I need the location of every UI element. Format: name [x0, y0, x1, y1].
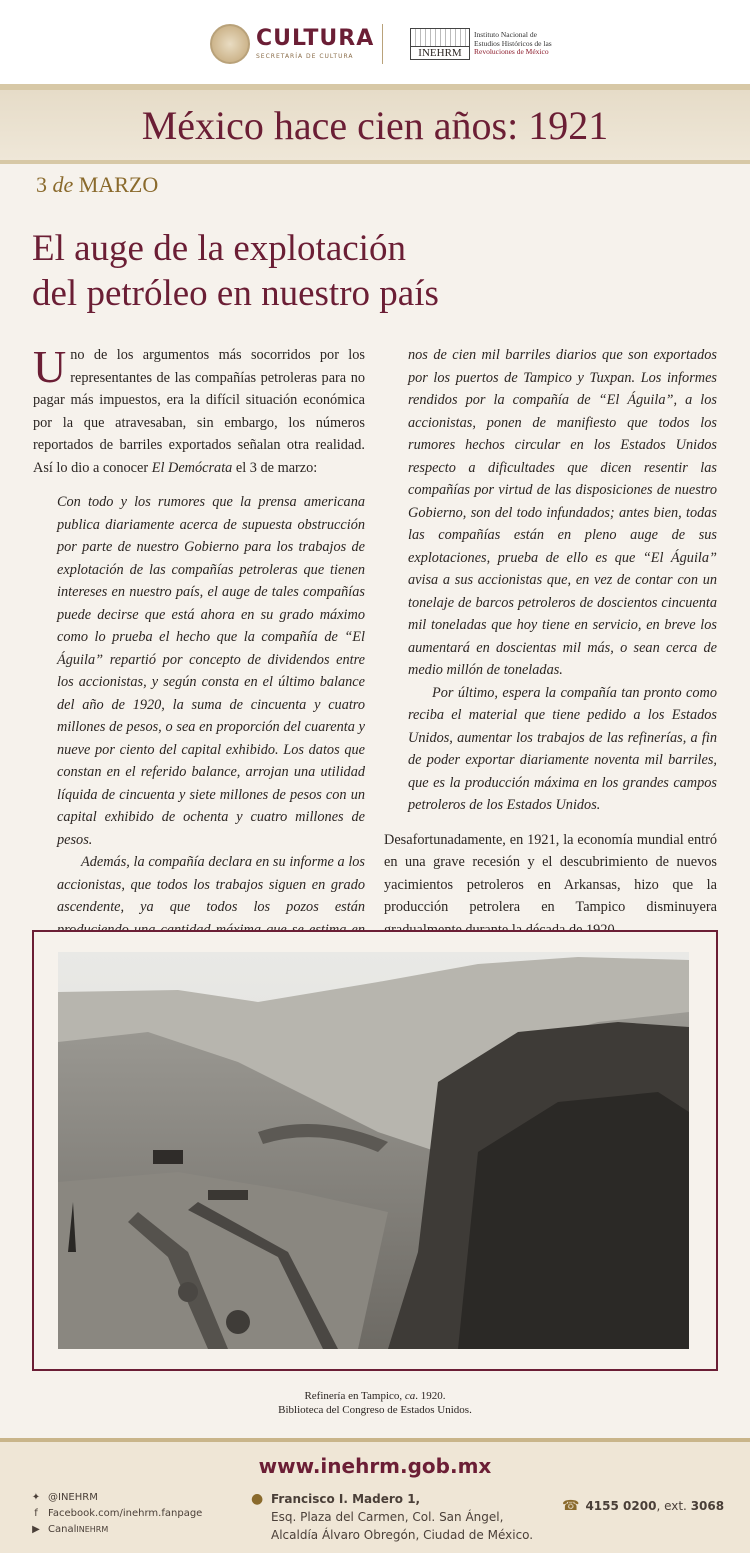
youtube-label-b: INEHRM	[76, 1525, 109, 1534]
cultura-wordmark: CULTURA	[256, 26, 375, 51]
address-line-3: Alcaldía Álvaro Obregón, Ciudad de México.	[271, 1528, 534, 1542]
seal-icon	[210, 24, 250, 64]
caption-ca: ca	[404, 1390, 416, 1402]
inehrm-line-2: Estudios Históricos de las	[474, 38, 552, 48]
address-line-2: Esq. Plaza del Carmen, Col. San Ángel,	[271, 1510, 504, 1524]
inehrm-line-1: Instituto Nacional de	[474, 30, 537, 40]
social-links	[30, 1490, 202, 1538]
date-month: MARZO	[78, 172, 159, 197]
article-column-left	[33, 341, 365, 964]
inehrm-logo[interactable]	[410, 28, 552, 60]
photo-caption	[0, 1389, 750, 1417]
youtube-icon: ▶	[32, 1524, 40, 1535]
logo-divider	[382, 24, 383, 64]
caption-text-a: Refinería en Tampico,	[304, 1390, 405, 1402]
inehrm-building-icon	[410, 28, 470, 60]
cultura-logo[interactable]	[210, 24, 374, 64]
refinery-photo	[58, 952, 689, 1349]
quote-paragraph-1: Con todo y los rumores que la prensa americana publica diariamente acerca de supuesta obstrucción por parte de nuestro Gobierno para los trabajos de explotación de las compañías petroleras que tienen intereses en nuestro país, el auge de tales compañías puede decirse que está ahora en su grado máximo como lo prueba el hecho que la compañía de “El Águila” repartió por concepto de dividendos entre los accionistas, y según consta en el último balance del año de 1920, la suma de cincuenta y cuatro millones de pesos, o sea en proporción del cuarenta y nueve por ciento del capital exhibido. Los datos que constan en el referido balance, arrojan una utilidad líquida de cincuenta y siete millones de pesos con un capital exhibido de ochenta y cuatro millones de pesos.	[57, 494, 365, 848]
facebook-icon: f	[34, 1508, 38, 1519]
quote-paragraph-2-start: Además, la compañía declara en su informe a los accionistas, que todos los trabajos siguen en grado ascendente, ya que todos los pozos están	[57, 854, 365, 915]
caption-text-b: . 1920.	[415, 1390, 446, 1402]
headline	[32, 226, 552, 316]
facebook-link[interactable]	[30, 1506, 202, 1522]
twitter-link[interactable]	[30, 1490, 202, 1506]
cultura-subtitle: SECRETARÍA DE CULTURA	[256, 53, 354, 60]
phone-ext: 3068	[690, 1499, 725, 1513]
phone-ext-label: , ext.	[656, 1499, 691, 1513]
article-column-right	[384, 344, 717, 941]
phone-number: 4155 0200	[585, 1499, 657, 1513]
inehrm-line-3: Revoluciones de México	[474, 47, 549, 57]
drop-cap: U	[33, 341, 67, 392]
caption-line-2: Biblioteca del Congreso de Estados Unidos.	[278, 1404, 472, 1416]
quote-paragraph-2-end: nos de cien mil barriles diarios que son exportados por los puertos de Tampico y Tuxpan. Los informes rendidos por la compañía de “El Águila”, a los accionistas, ponen de manifiesto que todos los rumores hechos circular en los Estados Unidos respecto a dificultades que dicen resentir las compañías por virtud de las disposiciones de nuestro Gobierno, son del todo infundados; antes bien, todas las compañías están en pleno auge de sus explotaciones, prueba de ello es que “El Águila” avisa a sus accionistas que, en vez de contar con un tonelaje de barcos petroleros de doscientos cincuenta mil toneladas que hoy tiene en servicio, en breve los aumentará en doscientas mil más, o sean cerca de medio millón de toneladas.	[408, 347, 717, 678]
footer	[0, 1438, 750, 1553]
intro-text-b: el 3 de marzo:	[232, 459, 318, 476]
phone-icon: ☎	[562, 1498, 580, 1514]
closing-paragraph: Desafortunadamente, en 1921, la economía mundial entró en una grave recesión y el descubrimiento de nuevos yacimientos petroleros en Arkansas, hizo que la producción petrolera en Tampico disminuyera	[384, 831, 717, 915]
youtube-label-a: Canal	[48, 1524, 77, 1535]
date-label	[36, 172, 158, 198]
twitter-handle: @INEHRM	[48, 1492, 98, 1503]
website-link[interactable]: www.inehrm.gob.mx	[258, 1454, 492, 1478]
headline-line-2: del petróleo en nuestro país	[32, 273, 439, 314]
twitter-icon: ✦	[31, 1492, 41, 1503]
headline-line-1: El auge de la explotación	[32, 228, 406, 269]
source-name: El Demócrata	[151, 459, 233, 476]
caption-line-1	[0, 1389, 750, 1403]
intro-paragraph	[33, 341, 365, 479]
header	[0, 0, 750, 84]
banner-title: México hace cien años: 1921	[141, 103, 609, 148]
intro-text-a: no de los argumentos más socorridos por los representantes de las compañías petroleras para no pagar más impuestos, era la difícil situación económica por la que atravesaban, sin embargo, los números reportados de barriles exportados señalan otra realidad. Así lo dio a conocer	[33, 347, 365, 476]
facebook-url: Facebook.com/inehrm.fanpage	[48, 1508, 203, 1519]
phone-block[interactable]	[562, 1498, 724, 1514]
date-day: 3	[36, 172, 47, 197]
inehrm-abbr: INEHRM	[411, 46, 469, 59]
youtube-link[interactable]	[30, 1522, 202, 1538]
date-de: de	[52, 172, 74, 197]
title-banner	[0, 84, 750, 164]
location-pin-icon: ●	[251, 1491, 264, 1507]
address-block	[251, 1490, 534, 1544]
address-line-1: Francisco I. Madero 1,	[271, 1492, 421, 1506]
quote-paragraph-3: Por último, espera la compañía tan pronto como reciba el material que tiene pedido a los Estados Unidos, aumentar los trabajos de las refinerías, a fin de poder exportar diariamente noventa mil barriles, que es la producción máxima en los grandes campos petroleros de los Estados Unidos.	[408, 684, 717, 813]
